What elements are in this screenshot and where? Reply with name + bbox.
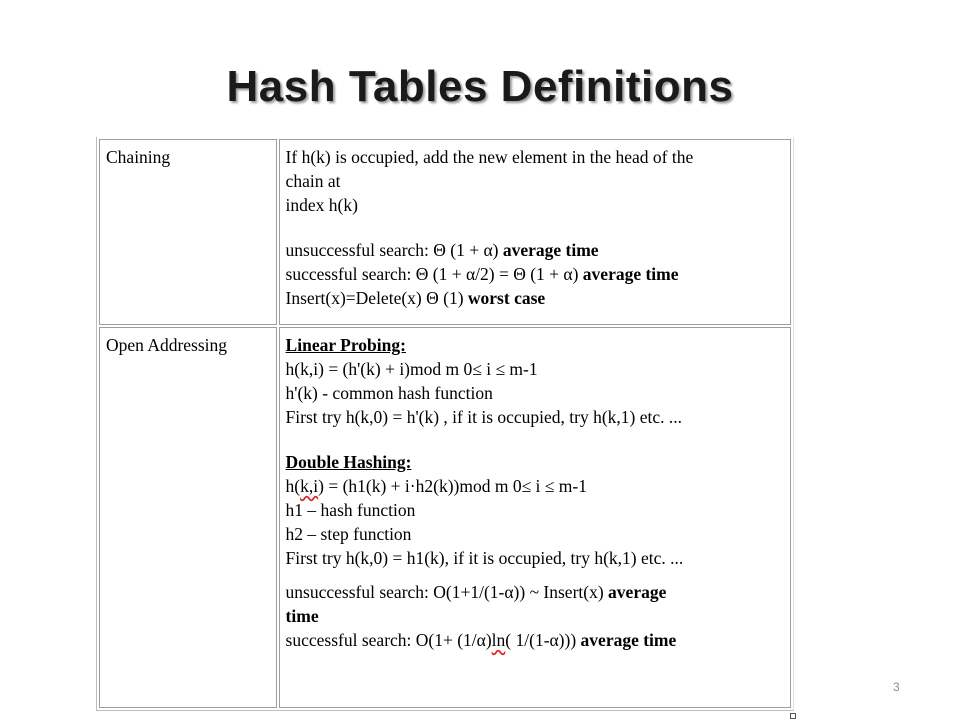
open-addressing-successful-search: successful search: O(1+ (1/α)ln( 1/(1-α))) average time [285, 630, 677, 650]
linear-probing-formula: h(k,i) = (h'(k) + i)mod m 0≤ i ≤ m-1 [285, 359, 538, 379]
open-addressing-description [279, 327, 791, 708]
chaining-unsuccessful-search: unsuccessful search: Θ (1 + α) average time [285, 240, 599, 260]
chaining-line-3: index h(k) [285, 195, 358, 215]
double-hashing-heading: Double Hashing: [285, 452, 412, 472]
linear-probing-heading: Linear Probing: [285, 335, 406, 355]
chaining-line-2: chain at [285, 171, 341, 191]
chaining-successful-search: successful search: Θ (1 + α/2) = Θ (1 + α) average time [285, 264, 679, 284]
double-hashing-formula: h(k,i) = (h1(k) + i·h2(k))mod m 0≤ i ≤ m-1 [285, 476, 587, 496]
h1-description: h1 – hash function [285, 500, 416, 520]
linear-probing-first-try: First try h(k,0) = h'(k) , if it is occupied, try h(k,1) etc. ... [285, 407, 683, 427]
table-row-chaining [99, 139, 791, 325]
page-number: 3 [893, 680, 900, 694]
open-addressing-unsuccessful-search-cont: time [285, 606, 319, 626]
open-addressing-unsuccessful-search: unsuccessful search: O(1+1/(1-α)) ~ Insert(x) average [285, 582, 667, 602]
definitions-table [97, 137, 793, 710]
double-hashing-first-try: First try h(k,0) = h1(k), if it is occupied, try h(k,1) etc. ... [285, 548, 684, 568]
chaining-description [279, 139, 791, 325]
h2-description: h2 – step function [285, 524, 412, 544]
linear-probing-desc: h'(k) - common hash function [285, 383, 493, 403]
slide-title: Hash Tables Definitions [226, 62, 734, 111]
chaining-insert-delete: Insert(x)=Delete(x) Θ (1) worst case [285, 288, 546, 308]
table-row-open-addressing [99, 327, 791, 708]
definitions-table-image[interactable] [96, 137, 794, 711]
chaining-line-1: If h(k) is occupied, add the new element in the head of the [285, 147, 694, 167]
term-chaining: Chaining [99, 139, 277, 325]
term-open-addressing: Open Addressing [99, 327, 277, 708]
image-resize-handle[interactable] [790, 713, 796, 719]
